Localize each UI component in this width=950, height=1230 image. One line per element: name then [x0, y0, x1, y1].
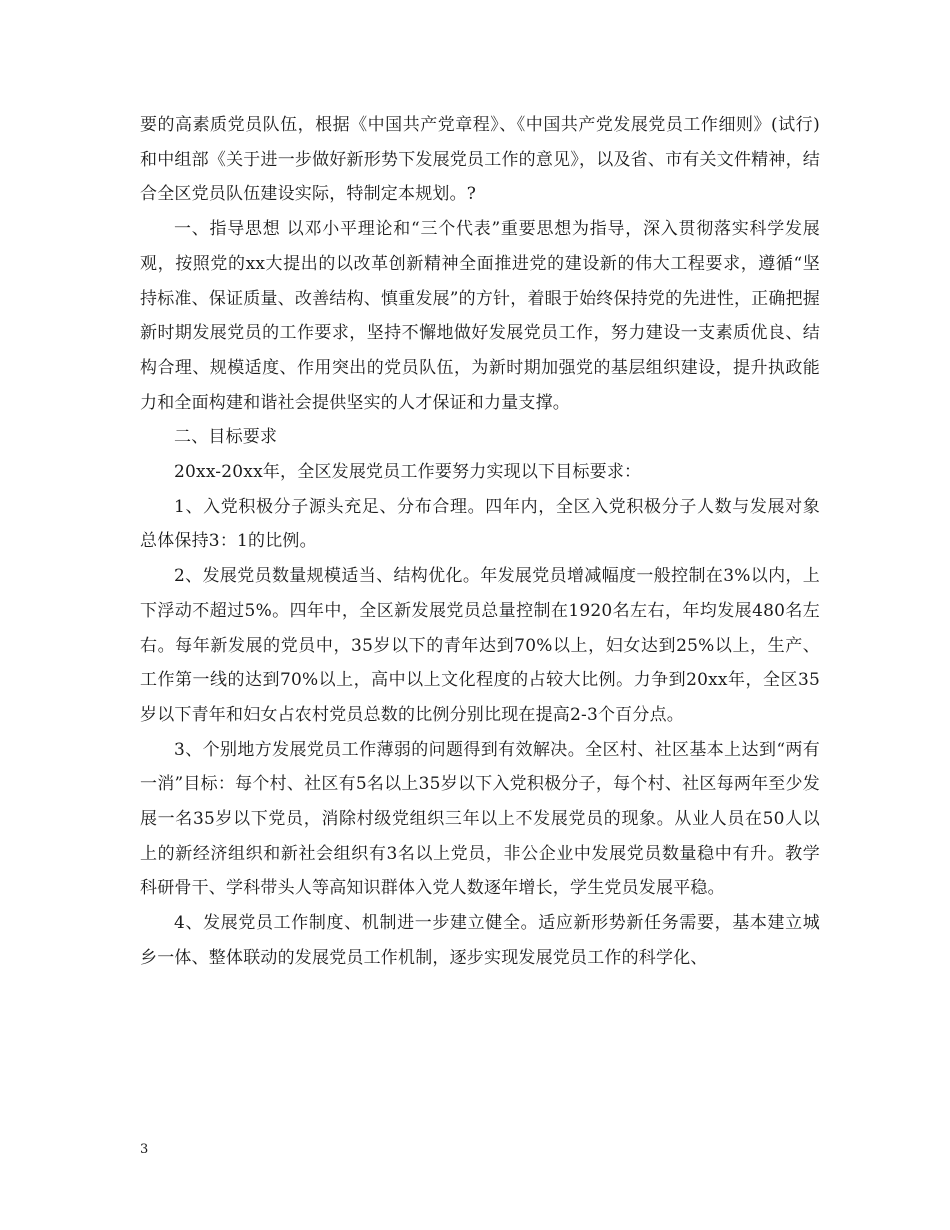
- paragraph-goal-3: 3、个别地方发展党员工作薄弱的问题得到有效解决。全区村、社区基本上达到“两有一消”目标：每个村、社区有5名以上35岁以下入党积极分子，每个村、社区每两年至少发展一名35岁以下党员，消除村级党组织三年以上不发展党员的现象。从业人员在50人以上的新经济组织和新社会组织有3名以上党员，非公企业中发展党员数量稳中有升。教学科研骨干、学科带头人等高知识群体入党人数逐年增长，学生党员发展平稳。: [140, 739, 820, 899]
- paragraph-goal-1: 1、入党积极分子源头充足、分布合理。四年内，全区入党积极分子人数与发展对象总体保持3：1的比例。: [140, 496, 820, 552]
- heading-goals: 二、目标要求: [174, 427, 278, 448]
- document-body: [140, 108, 820, 976]
- paragraph-guiding-thought: 一、指导思想 以邓小平理论和“三个代表”重要思想为指导，深入贯彻落实科学发展观，按照党的xx大提出的以改革创新精神全面推进党的建设新的伟大工程要求，遵循“坚持标准、保证质量、改善结构、慎重发展”的方针，着眼于始终保持党的先进性，正确把握新时期发展党员的工作要求，坚持不懈地做好发展党员工作，努力建设一支素质优良、结构合理、规模适度、作用突出的党员队伍，为新时期加强党的基层组织建设，提升执政能力和全面构建和谐社会提供坚实的人才保证和力量支撑。: [140, 219, 820, 413]
- paragraph-goal-4: 4、发展党员工作制度、机制进一步建立健全。适应新形势新任务需要，基本建立城乡一体、整体联动的发展党员工作机制，逐步实现发展党员工作的科学化、: [140, 913, 820, 968]
- paragraph-intro-continuation: 要的高素质党员队伍，根据《中国共产党章程》、《中国共产党发展党员工作细则》(试行)和中组部《关于进一步做好新形势下发展党员工作的意见》，以及省、市有关文件精神，结合全区党员队伍建设实际，特制定本规划。?: [140, 115, 820, 205]
- paragraph-goal-2: 2、发展党员数量规模适当、结构优化。年发展党员增减幅度一般控制在3%以内，上下浮动不超过5%。四年中，全区新发展党员总量控制在1920名左右，年均发展480名左右。每年新发展的党员中，35岁以下的青年达到70%以上，妇女达到25%以上，生产、工作第一线的达到70%以上，高中以上文化程度的占较大比例。力争到20xx年，全区35岁以下青年和妇女占农村党员总数的比例分别比现在提高2-3个百分点。: [140, 566, 820, 725]
- page-number: 3: [140, 1142, 149, 1157]
- paragraph-goals-intro: 20xx-20xx年，全区发展党员工作要努力实现以下目标要求：: [174, 462, 642, 483]
